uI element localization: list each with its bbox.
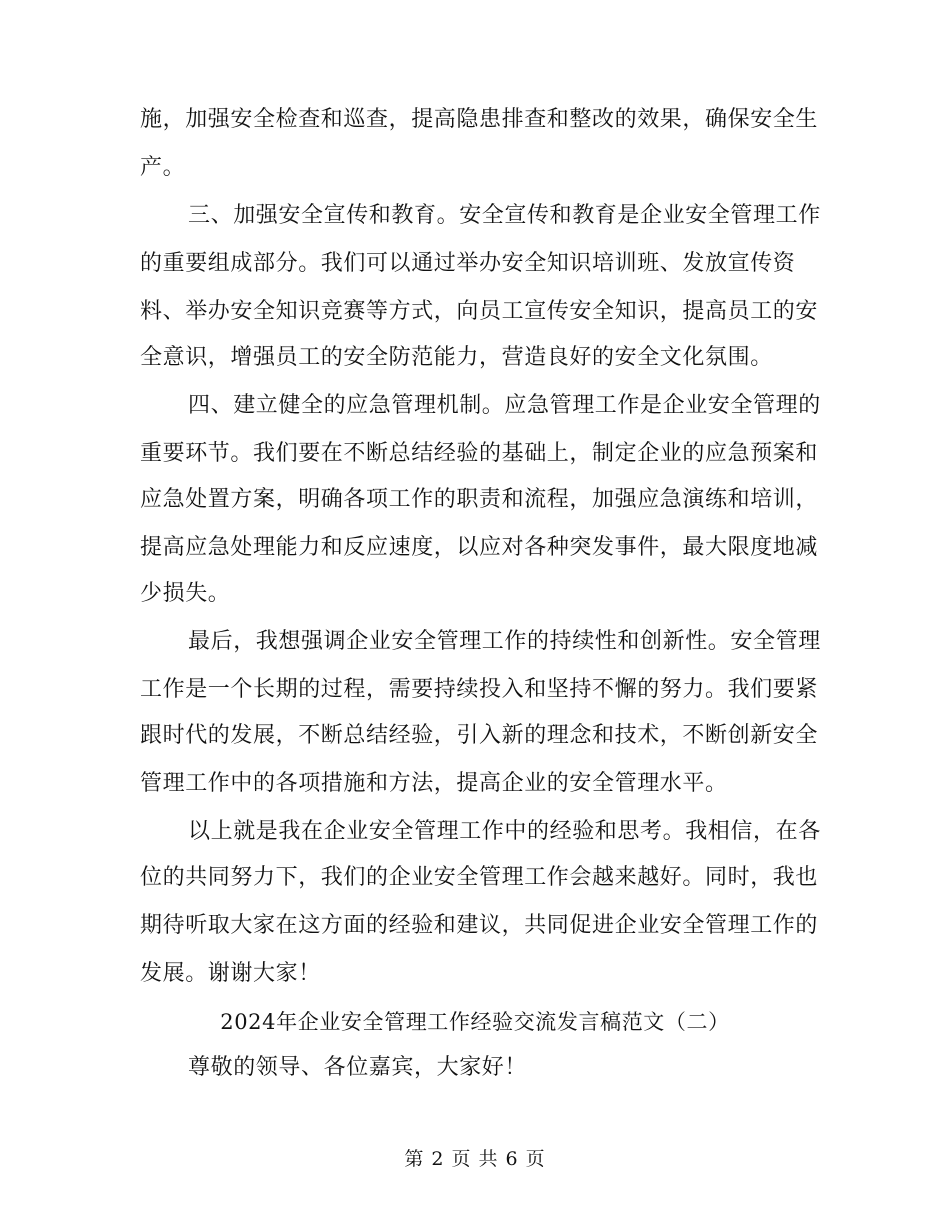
paragraph-line: 位的共同努力下，我们的企业安全管理工作会越来越好。同时，我也 (140, 865, 819, 890)
paragraph-line: 提高应急处理能力和反应速度，以应对各种突发事件，最大限度地减 (140, 535, 819, 560)
paragraph-line: 期待听取大家在这方面的经验和建议，共同促进企业安全管理工作的 (140, 913, 819, 938)
paragraph-line: 管理工作中的各项措施和方法，提高企业的安全管理水平。 (140, 771, 728, 796)
paragraph-line: 重要环节。我们要在不断总结经验的基础上，制定企业的应急预案和 (140, 441, 819, 466)
paragraph-line: 三、加强安全宣传和教育。安全宣传和教育是企业安全管理工作 (188, 203, 821, 228)
paragraph-line: 以上就是我在企业安全管理工作中的经验和思考。我相信，在各 (188, 819, 821, 844)
paragraph-line: 四、建立健全的应急管理机制。应急管理工作是企业安全管理的 (188, 393, 821, 418)
paragraph-line: 产。 (140, 155, 186, 180)
page-number: 第 2 页 共 6 页 (404, 1148, 546, 1170)
paragraph-line: 料、举办安全知识竞赛等方式，向员工宣传安全知识，提高员工的安 (140, 299, 819, 324)
paragraph-line: 发展。谢谢大家！ (140, 961, 321, 986)
paragraph-line: 工作是一个长期的过程，需要持续投入和坚持不懈的努力。我们要紧 (140, 677, 819, 702)
paragraph-line: 全意识，增强员工的安全防范能力，营造良好的安全文化氛围。 (140, 345, 773, 370)
paragraph-line: 最后，我想强调企业安全管理工作的持续性和创新性。安全管理 (188, 629, 821, 654)
paragraph-line: 的重要组成部分。我们可以通过举办安全知识培训班、发放宣传资 (140, 251, 796, 276)
greeting-line: 尊敬的领导、各位嘉宾，大家好！ (188, 1055, 528, 1080)
paragraph-line: 少损失。 (140, 581, 231, 606)
paragraph-line: 跟时代的发展，不断总结经验，引入新的理念和技术，不断创新安全 (140, 723, 819, 748)
paragraph-line: 施，加强安全检查和巡查，提高隐患排查和整改的效果，确保安全生 (140, 107, 819, 132)
paragraph-line: 应急处置方案，明确各项工作的职责和流程，加强应急演练和培训， (140, 487, 819, 512)
section-subtitle: 2024年企业安全管理工作经验交流发言稿范文（二） (220, 1010, 730, 1034)
